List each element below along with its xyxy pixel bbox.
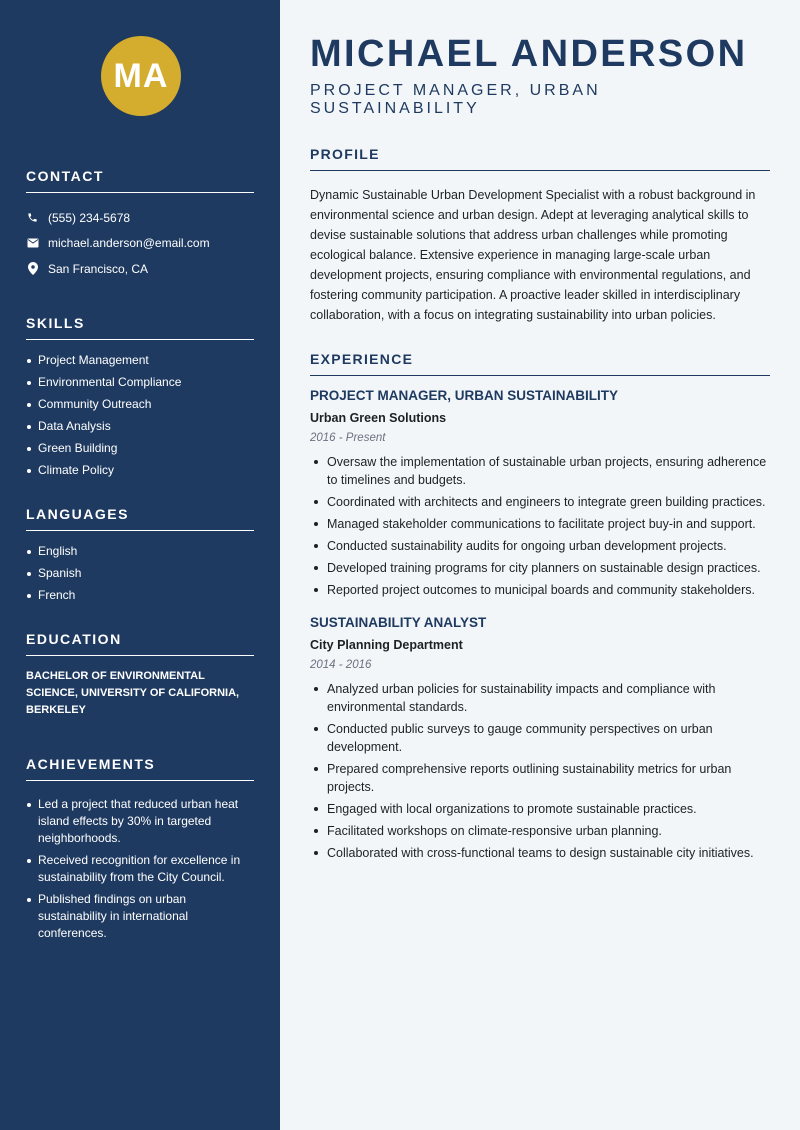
list-item: Oversaw the implementation of sustainable urban projects, ensuring adherence to timelines and budgets.	[310, 453, 770, 489]
phone-text[interactable]: (555) 234-5678	[48, 210, 131, 225]
experience-heading: EXPERIENCE	[310, 351, 770, 376]
email-text[interactable]: michael.anderson@email.com	[48, 236, 210, 251]
list-item: Green Building	[26, 440, 254, 457]
education-section	[26, 631, 254, 719]
list-item: Engaged with local organizations to promote sustainable practices.	[310, 800, 770, 818]
list-item: Published findings on urban sustainability in international conferences.	[26, 891, 254, 942]
list-item: Community Outreach	[26, 396, 254, 413]
list-item: English	[26, 543, 254, 560]
list-item: Climate Policy	[26, 462, 254, 479]
education-heading: EDUCATION	[26, 631, 254, 656]
sidebar	[0, 0, 280, 1130]
email-icon	[26, 237, 39, 250]
list-item: Developed training programs for city planners on sustainable design practices.	[310, 559, 770, 577]
list-item: Led a project that reduced urban heat island effects by 30% in targeted neighborhoods.	[26, 796, 254, 847]
skills-heading: SKILLS	[26, 315, 254, 340]
list-item: Coordinated with architects and engineers to integrate green building practices.	[310, 493, 770, 511]
achievements-section	[26, 756, 254, 942]
achievements-list	[26, 796, 254, 942]
contact-phone	[26, 205, 254, 231]
list-item: Spanish	[26, 565, 254, 582]
languages-heading: LANGUAGES	[26, 506, 254, 531]
job-bullets	[310, 680, 770, 862]
contact-email	[26, 231, 254, 257]
job-bullets	[310, 453, 770, 599]
list-item: Conducted public surveys to gauge community perspectives on urban development.	[310, 720, 770, 756]
list-item: Reported project outcomes to municipal boards and community stakeholders.	[310, 581, 770, 599]
contact-location	[26, 256, 254, 282]
job-company: Urban Green Solutions	[310, 411, 447, 425]
list-item: Collaborated with cross-functional teams to design sustainable city initiatives.	[310, 844, 770, 862]
list-item: Managed stakeholder communications to facilitate project buy-in and support.	[310, 515, 770, 533]
list-item: Analyzed urban policies for sustainability impacts and compliance with environmental standards.	[310, 680, 770, 716]
list-item: Facilitated workshops on climate-responsive urban planning.	[310, 822, 770, 840]
list-item: Received recognition for excellence in sustainability from the City Council.	[26, 852, 254, 886]
profile-heading: PROFILE	[310, 146, 770, 171]
job-dates: 2016 - Present	[310, 432, 386, 444]
list-item: French	[26, 587, 254, 604]
candidate-title: PROJECT MANAGER, URBAN SUSTAINABILITY	[310, 82, 601, 117]
location-icon	[26, 262, 39, 275]
location-text: San Francisco, CA	[48, 261, 149, 276]
job-dates: 2014 - 2016	[310, 659, 372, 671]
list-item: Prepared comprehensive reports outlining sustainability metrics for urban projects.	[310, 760, 770, 796]
job-title: SUSTAINABILITY ANALYST	[310, 615, 487, 630]
avatar: MA	[101, 36, 181, 116]
languages-list	[26, 543, 254, 604]
job-entry	[310, 615, 770, 862]
list-item: Environmental Compliance	[26, 374, 254, 391]
education-degree: BACHELOR OF ENVIRONMENTAL SCIENCE, UNIVERSITY OF CALIFORNIA, BERKELEY	[26, 669, 240, 716]
achievements-heading: ACHIEVEMENTS	[26, 756, 254, 781]
job-title: PROJECT MANAGER, URBAN SUSTAINABILITY	[310, 388, 619, 403]
list-item: Conducted sustainability audits for ongoing urban development projects.	[310, 537, 770, 555]
job-entry	[310, 388, 770, 599]
languages-section	[26, 506, 254, 604]
skills-section	[26, 315, 254, 479]
skills-list	[26, 352, 254, 479]
contact-heading: CONTACT	[26, 168, 254, 193]
list-item: Data Analysis	[26, 418, 254, 435]
profile-text: Dynamic Sustainable Urban Development Specialist with a robust background in environmental science and urban design. Adept at leveraging analytical skills to devise sustainable solutions that address urban challenges while promoting ecological balance. Extensive experience in managing large-scale urban development projects, ensuring compliance with environmental regulations, and fostering community participation. A proactive leader skilled in interdisciplinary collaboration, with a focus on integrating sustainability into urban policies.	[310, 188, 756, 322]
list-item: Project Management	[26, 352, 254, 369]
job-company: City Planning Department	[310, 638, 463, 652]
contact-section	[26, 168, 254, 282]
candidate-name: MICHAEL ANDERSON	[310, 33, 748, 75]
main-content	[280, 0, 800, 1130]
phone-icon	[26, 211, 39, 224]
